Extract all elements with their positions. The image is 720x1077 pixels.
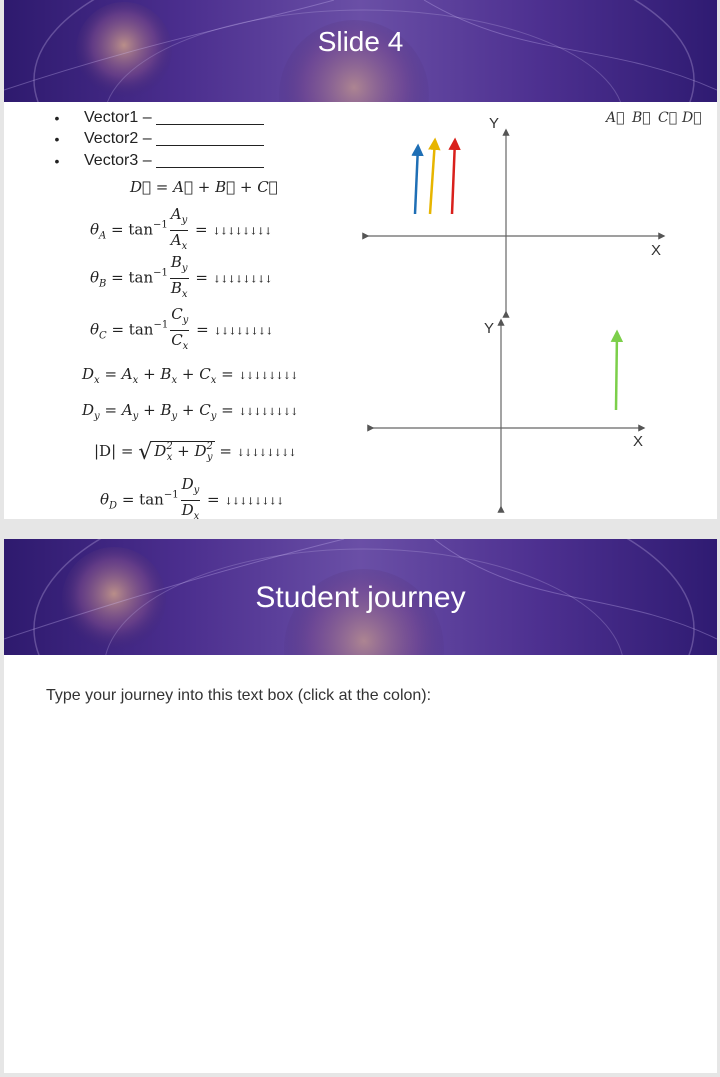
top-y-label: Y: [489, 115, 500, 132]
legend-a: A⃗: [606, 110, 625, 126]
answer-placeholder[interactable]: ↓↓↓↓↓↓↓↓: [236, 448, 296, 459]
vector-a-arrow-blue[interactable]: [415, 146, 418, 214]
journey-text-box[interactable]: Type your journey into this text box (click at the colon):: [46, 687, 432, 704]
legend-b: B⃗: [632, 110, 651, 126]
eq-tan: = tan: [111, 220, 154, 239]
numerator: A: [170, 205, 182, 223]
theta-d-formula: $\theta_D = \tan^{-1}$ $\frac{D_y}{D_x}$ = ↓↓↓↓↓↓↓↓: [100, 475, 283, 519]
numerator-sub: y: [181, 215, 188, 226]
slide-4: [4, 0, 717, 519]
slide-title: Student journey: [255, 581, 466, 614]
denominator-sub: x: [182, 341, 189, 352]
inverse-exponent: −1: [163, 489, 179, 501]
numerator-sub: y: [181, 263, 188, 274]
theta-symbol: θ: [100, 490, 110, 509]
denominator: A: [170, 231, 182, 249]
top-x-label: X: [651, 242, 662, 259]
bullet-label: Vector2 –: [84, 130, 152, 148]
dy-formula: $D_y = A_y + B_y + C_y$ = ↓↓↓↓↓↓↓↓: [82, 401, 298, 422]
vector-b-arrow-yellow[interactable]: [430, 140, 435, 214]
bottom-x-label: X: [633, 433, 644, 450]
eq-tan: = tan: [111, 320, 154, 339]
answer-placeholder[interactable]: ↓↓↓↓↓↓↓↓: [238, 407, 298, 418]
theta-c-subscript: C: [99, 330, 107, 342]
denominator-sub: x: [193, 511, 200, 519]
theta-a-subscript: A: [99, 230, 107, 242]
numerator: D: [181, 475, 194, 493]
answer-placeholder[interactable]: ↓↓↓↓↓↓↓↓: [212, 226, 272, 238]
inverse-exponent: −1: [153, 219, 168, 231]
numerator: C: [171, 305, 183, 323]
denominator-sub: x: [181, 241, 188, 252]
theta-c-formula: $\theta_C = \tan^{-1}$ $\frac{C_y}{C_x}$ = ↓↓↓↓↓↓↓↓: [90, 305, 273, 356]
theta-b-subscript: B: [99, 278, 107, 290]
answer-placeholder[interactable]: ↓↓↓↓↓↓↓↓: [224, 496, 284, 508]
denominator-sub: x: [181, 289, 188, 300]
magnitude-formula: |D| = √ $D^2_x + D^2_y$ = ↓↓↓↓↓↓↓↓: [94, 440, 296, 465]
bullet-dot-icon: •: [54, 109, 60, 126]
theta-symbol: θ: [90, 220, 100, 239]
legend-c: C⃗: [658, 110, 678, 126]
numerator: B: [170, 253, 182, 271]
eq-tan: = tan: [121, 490, 164, 509]
bottom-y-label: Y: [484, 320, 495, 337]
theta-d-subscript: D: [109, 500, 118, 512]
vector-diagram: [4, 0, 717, 519]
slide-banner: [4, 539, 717, 655]
numerator-sub: y: [193, 485, 200, 496]
bullet-dot-icon: •: [54, 131, 60, 148]
answer-placeholder[interactable]: ↓↓↓↓↓↓↓↓: [238, 371, 298, 382]
eq-tan: = tan: [111, 268, 154, 287]
vector-sum-formula: D⃗ = A⃗ + B⃗ + C⃗: [130, 178, 278, 196]
legend-d: D⃗: [682, 110, 702, 126]
denominator: D: [181, 501, 194, 519]
dx-formula: $D_x = A_x + B_x + C_x$ = ↓↓↓↓↓↓↓↓: [82, 365, 298, 386]
theta-symbol: θ: [90, 268, 100, 287]
theta-a-formula: $\theta_A = \tan^{-1}$ $\frac{A_y}{A_x}$ = ↓↓↓↓↓↓↓↓: [90, 205, 271, 256]
slide-title: Slide 4: [317, 26, 404, 57]
theta-symbol: θ: [90, 320, 100, 339]
slide-student-journey: [4, 539, 717, 1073]
bullet-dot-icon: •: [54, 152, 60, 169]
vector-c-arrow-red[interactable]: [452, 140, 455, 214]
denominator: B: [170, 279, 182, 297]
answer-placeholder[interactable]: ↓↓↓↓↓↓↓↓: [213, 326, 273, 338]
theta-b-formula: $\theta_B = \tan^{-1}$ $\frac{B_y}{B_x}$ = ↓↓↓↓↓↓↓↓: [90, 253, 272, 304]
inverse-exponent: −1: [153, 319, 169, 331]
inverse-exponent: −1: [153, 267, 168, 279]
answer-placeholder[interactable]: ↓↓↓↓↓↓↓↓: [212, 274, 272, 286]
magnitude-lhs: |D| =: [94, 442, 134, 460]
numerator-sub: y: [182, 315, 189, 326]
denominator: C: [171, 331, 183, 349]
bullet-label: Vector1 –: [84, 108, 152, 126]
bullet-label: Vector3 –: [84, 151, 152, 169]
vector-d-arrow-green[interactable]: [616, 332, 617, 410]
